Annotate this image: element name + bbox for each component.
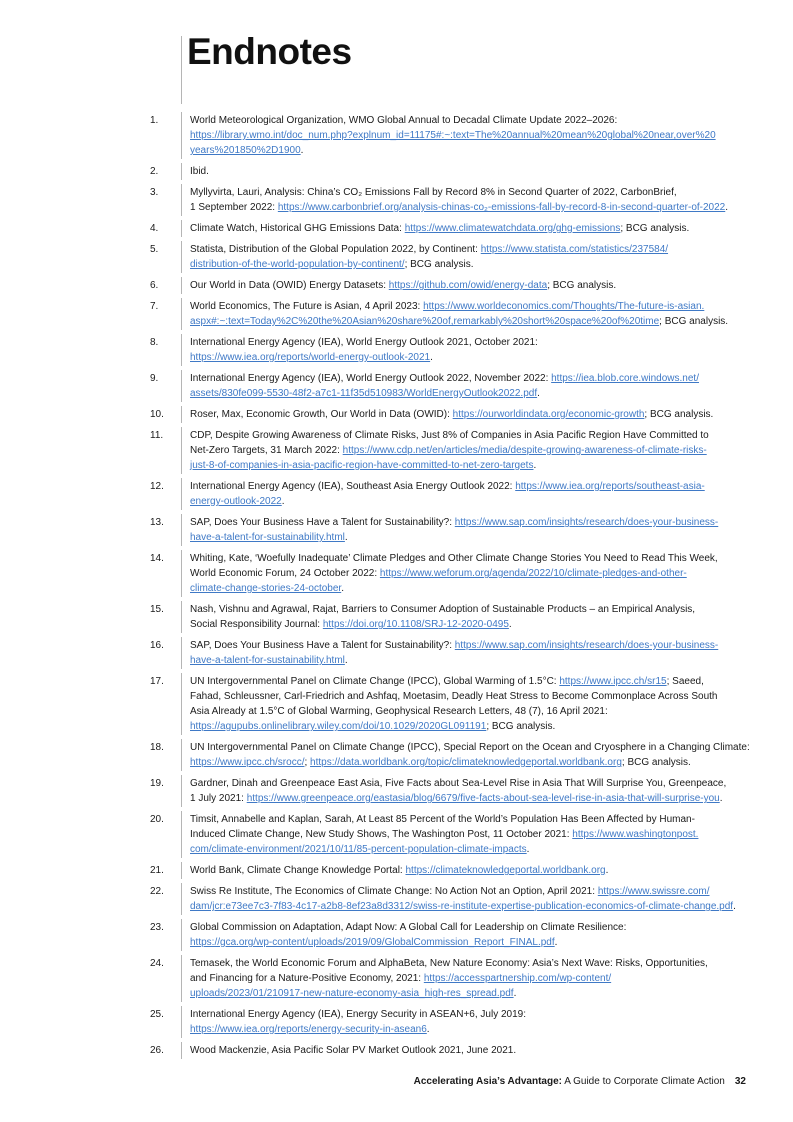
endnote-text-segment: ; Saeed, Fahad, Schleussner, Carl-Friedrich and Ashfaq, Moetasim, Deadly Heat Stress to Become Commonplace Across South Asia Already at 1.5°C of Global Warming, Geophysical Research Letters, 48 (7), 16 April 2021: — [190, 676, 718, 717]
endnote-number: 22. — [150, 886, 164, 897]
endnote-item — [150, 220, 760, 237]
endnote-number: 6. — [150, 280, 159, 291]
endnotes-list — [150, 112, 760, 1063]
endnote-text — [182, 601, 695, 633]
endnote-text — [182, 775, 726, 807]
endnote-text — [182, 1006, 526, 1038]
endnote-link[interactable]: https://www.carbonbrief.org/analysis-chinas-co₂-emissions-fall-by-record-8-in-second-quarter-of-2022 — [277, 202, 726, 213]
endnote-text-segment: . — [344, 655, 348, 666]
endnote-text-segment: Statista, Distribution of the Global Population 2022, by Continent: — [190, 244, 481, 255]
endnote-link[interactable]: https://climateknowledgeportal.worldbank.org — [405, 865, 606, 876]
endnote-text — [182, 673, 717, 735]
endnote-text-segment: . — [719, 793, 723, 804]
endnote-number: 15. — [150, 604, 164, 615]
endnote-link[interactable]: https://library.wmo.int/doc_num.php?explnum_id=11175#:~:text=The%20annual%20mean%20global%20near,over%20 years%201850%2D1900 — [190, 130, 716, 156]
endnote-text — [182, 163, 209, 180]
endnote-text — [182, 883, 736, 915]
endnote-item — [150, 184, 760, 216]
endnote-text — [182, 334, 538, 366]
endnote-number: 2. — [150, 166, 159, 177]
endnote-link[interactable]: https://www.ipcc.ch/srocc/ — [190, 757, 305, 768]
endnote-number: 26. — [150, 1045, 164, 1056]
endnote-number: 18. — [150, 742, 164, 753]
endnote-item — [150, 277, 760, 294]
endnote-text-segment: SAP, Does Your Business Have a Talent for Sustainability?: — [190, 640, 455, 651]
endnote-text-segment: . — [300, 145, 304, 156]
endnote-item — [150, 862, 760, 879]
endnote-item — [150, 406, 760, 423]
endnote-link[interactable]: https://www.climatewatchdata.org/ghg-emissions — [404, 223, 621, 234]
endnote-text — [182, 298, 728, 330]
endnote-text-segment: . — [430, 352, 433, 363]
endnote-item — [150, 334, 760, 366]
endnote-item — [150, 1042, 760, 1059]
endnote-number: 3. — [150, 187, 159, 198]
endnote-text-segment: Whiting, Kate, ‘Woefully Inadequate’ Climate Pledges and Other Climate Change Stories You Need to Read This Week, World Economic Forum, 24 October 2022: — [190, 553, 718, 579]
endnote-item — [150, 673, 760, 735]
endnote-link[interactable]: https://accesspartnership.com/wp-content/ uploads/2023/01/210917-new-nature-economy-asia_high-res_spread.pdf — [190, 973, 612, 999]
endnote-text-segment: Our World in Data (OWID) Energy Datasets: — [190, 280, 389, 291]
footer-report-title: Accelerating Asia’s Advantage: — [413, 1076, 562, 1087]
endnote-text-segment: Timsit, Annabelle and Kaplan, Sarah, At Least 85 Percent of the World’s Population Has Been Affected by Human- Induced Climate Change, New Study Shows, The Washington Post, 11 October 2021: — [190, 814, 695, 840]
endnote-text — [182, 184, 728, 216]
endnote-number: 17. — [150, 676, 164, 687]
endnote-text-segment: CDP, Despite Growing Awareness of Climate Risks, Just 8% of Companies in Asia Pacific Region Have Committed to Net-Zero Targets, 31 March 2022: — [190, 430, 709, 456]
endnote-text — [182, 862, 608, 879]
endnote-text — [182, 277, 616, 294]
endnote-text-segment: . — [508, 619, 512, 630]
endnote-text-segment: Temasek, the World Economic Forum and AlphaBeta, New Nature Economy: Asia’s Next Wave: Risks, Opportunities, and Financing for a Nature-Positive Economy, 2021: — [190, 958, 708, 984]
endnote-text-segment: . — [526, 844, 530, 855]
endnote-number: 12. — [150, 481, 164, 492]
endnote-text — [182, 427, 709, 474]
endnote-text-segment: . — [605, 865, 609, 876]
endnote-text-segment: Roser, Max, Economic Growth, Our World in Data (OWID): — [190, 409, 453, 420]
endnote-text-segment: Climate Watch, Historical GHG Emissions Data: — [190, 223, 405, 234]
endnote-text — [182, 241, 668, 273]
endnote-link[interactable]: https://www.iea.org/reports/energy-security-in-asean6 — [190, 1024, 427, 1035]
endnote-link[interactable]: https://www.iea.org/reports/world-energy-outlook-2021 — [190, 352, 431, 363]
endnote-text — [182, 478, 705, 510]
endnote-item — [150, 811, 760, 858]
endnote-item — [150, 601, 760, 633]
endnote-text-segment: . — [426, 1024, 430, 1035]
endnote-number: 4. — [150, 223, 159, 234]
endnote-text — [182, 637, 718, 669]
endnote-link[interactable]: https://www.worldeconomics.com/Thoughts/The-future-is-asian. aspx#:~:text=Today%2C%20the%20Asian%20share%20of,remarkably%20short%20space%20of%20time — [190, 301, 705, 327]
endnote-item — [150, 241, 760, 273]
endnote-number: 9. — [150, 373, 159, 384]
endnote-item — [150, 1006, 760, 1038]
endnote-text-segment: Myllyvirta, Lauri, Analysis: China’s CO₂ Emissions Fall by Record 8% in Second Quarter of 2022, CarbonBrief, 1 September 2022: — [190, 187, 677, 213]
endnote-link[interactable]: https://www.ipcc.ch/sr15 — [559, 676, 667, 687]
endnote-item — [150, 550, 760, 597]
endnote-link[interactable]: https://www.swissre.com/ dam/jcr:e73ee7c3-7f83-4c17-a2b8-8ef23a8d3312/swiss-re-institute-expertise-publication-economics-of-climate-change.pdf — [190, 886, 734, 912]
endnote-link[interactable]: https://www.statista.com/statistics/237584/ distribution-of-the-world-population-by-continent/ — [190, 244, 669, 270]
endnote-text-segment: International Energy Agency (IEA), World Energy Outlook 2021, October 2021: — [190, 337, 538, 348]
endnote-link[interactable]: https://www.cdp.net/en/articles/media/despite-growing-awareness-of-climate-risks- just-8-of-companies-in-asia-pacific-region-have-committed-to-net-zero-targets — [190, 445, 707, 471]
endnote-text-segment: UN Intergovernmental Panel on Climate Change (IPCC), Special Report on the Ocean and Cryosphere in a Changing Climate: — [190, 742, 750, 753]
page-number: 32 — [734, 1076, 746, 1087]
endnote-item — [150, 637, 760, 669]
endnote-link[interactable]: https://www.greenpeace.org/eastasia/blog/6679/five-facts-about-sea-level-rise-in-asia-that-will-surprise-you — [246, 793, 720, 804]
endnote-text-segment: . — [725, 202, 729, 213]
endnote-number: 16. — [150, 640, 164, 651]
endnote-number: 23. — [150, 922, 164, 933]
page-footer — [0, 1076, 746, 1087]
endnote-link[interactable]: https://agupubs.onlinelibrary.wiley.com/doi/10.1029/2020GL091191 — [190, 721, 487, 732]
endnote-text — [182, 112, 716, 159]
endnote-item — [150, 514, 760, 546]
page-title: Endnotes — [187, 31, 352, 72]
endnote-text-segment: . — [733, 901, 736, 912]
endnote-link[interactable]: https://www.sap.com/insights/research/does-your-business- have-a-talent-for-sustainability.html — [190, 517, 719, 543]
endnote-text — [182, 406, 713, 423]
endnote-text-segment: ; BCG analysis. — [621, 757, 691, 768]
endnote-text-segment: ; BCG analysis. — [620, 223, 690, 234]
endnote-number: 21. — [150, 865, 164, 876]
endnote-number: 25. — [150, 1009, 164, 1020]
footer-report-subtitle: A Guide to Corporate Climate Action — [562, 1076, 725, 1087]
endnote-text-segment: ; — [304, 757, 311, 768]
endnote-text-segment: . — [554, 937, 558, 948]
endnote-number: 8. — [150, 337, 159, 348]
endnote-text — [182, 550, 718, 597]
endnote-text — [182, 739, 750, 771]
endnote-text-segment: ; BCG analysis. — [659, 316, 729, 327]
endnote-item — [150, 163, 760, 180]
endnote-number: 13. — [150, 517, 164, 528]
endnote-link[interactable]: https://data.worldbank.org/topic/climateknowledgeportal.worldbank.org — [310, 757, 622, 768]
endnote-text — [182, 1042, 516, 1059]
endnote-number: 5. — [150, 244, 159, 255]
endnote-text-segment: Ibid. — [190, 166, 209, 177]
endnote-text-segment: . — [513, 988, 517, 999]
endnote-link[interactable]: https://doi.org/10.1108/SRJ-12-2020-0495 — [322, 619, 509, 630]
endnote-link[interactable]: https://www.iea.org/reports/southeast-asia- energy-outlook-2022 — [190, 481, 705, 507]
endnote-text-segment: ; BCG analysis. — [644, 409, 714, 420]
endnote-link[interactable]: https://ourworldindata.org/economic-growth — [452, 409, 645, 420]
endnote-link[interactable]: https://www.washingtonpost. com/climate-environment/2021/10/11/85-percent-population-climate-impacts — [190, 829, 699, 855]
endnote-item — [150, 739, 760, 771]
endnote-text — [182, 811, 698, 858]
endnote-item — [150, 478, 760, 510]
endnote-text-segment: Swiss Re Institute, The Economics of Climate Change: No Action Not an Option, April 2021: — [190, 886, 598, 897]
endnote-item — [150, 919, 760, 951]
endnote-text-segment: International Energy Agency (IEA), Southeast Asia Energy Outlook 2022: — [190, 481, 516, 492]
endnote-item — [150, 370, 760, 402]
endnote-text — [182, 919, 626, 951]
endnote-number: 10. — [150, 409, 164, 420]
endnote-link[interactable]: https://www.weforum.org/agenda/2022/10/climate-pledges-and-other- climate-change-stories-24-october — [190, 568, 687, 594]
endnote-text-segment: . — [341, 583, 344, 594]
endnote-text-segment: UN Intergovernmental Panel on Climate Change (IPCC), Global Warming of 1.5°C: — [190, 676, 560, 687]
endnote-text-segment: World Meteorological Organization, WMO Global Annual to Decadal Climate Update 2022–2026: — [190, 115, 618, 126]
endnote-item — [150, 775, 760, 807]
endnote-text-segment: Global Commission on Adaptation, Adapt Now: A Global Call for Leadership on Climate Resilience: — [190, 922, 627, 933]
endnote-item — [150, 955, 760, 1002]
endnote-text-segment: . — [537, 388, 540, 399]
endnote-link[interactable]: https://github.com/owid/energy-data — [388, 280, 548, 291]
endnote-text-segment: . — [533, 460, 537, 471]
endnote-number: 11. — [150, 430, 164, 441]
title-rule — [181, 36, 182, 104]
endnote-number: 20. — [150, 814, 164, 825]
endnote-text-segment: ; BCG analysis. — [486, 721, 556, 732]
endnote-link[interactable]: https://iea.blob.core.windows.net/ assets/830fe099-5530-48f2-a7c1-11f35d510983/WorldEnergyOutlook2022.pdf — [190, 373, 699, 399]
endnote-number: 24. — [150, 958, 164, 969]
endnote-text-segment: Wood Mackenzie, Asia Pacific Solar PV Market Outlook 2021, June 2021. — [190, 1045, 517, 1056]
endnote-text — [182, 370, 699, 402]
endnote-text-segment: International Energy Agency (IEA), Energy Security in ASEAN+6, July 2019: — [190, 1009, 527, 1020]
endnote-text-segment: . — [344, 532, 348, 543]
endnote-item — [150, 298, 760, 330]
endnote-text-segment: World Economics, The Future is Asian, 4 April 2023: — [190, 301, 424, 312]
endnote-text-segment: World Bank, Climate Change Knowledge Portal: — [190, 865, 406, 876]
endnote-item — [150, 883, 760, 915]
endnote-link[interactable]: https://gca.org/wp-content/uploads/2019/09/GlobalCommission_Report_FINAL.pdf — [190, 937, 555, 948]
endnote-text — [182, 955, 708, 1002]
endnote-item — [150, 112, 760, 159]
endnote-text-segment: ; BCG analysis. — [404, 259, 474, 270]
endnote-text — [182, 514, 718, 546]
endnote-text-segment: . — [281, 496, 285, 507]
endnote-text-segment: ; BCG analysis. — [547, 280, 617, 291]
endnote-number: 1. — [150, 115, 159, 126]
endnote-number: 7. — [150, 301, 159, 312]
endnote-link[interactable]: https://www.sap.com/insights/research/does-your-business- have-a-talent-for-sustainability.html — [190, 640, 719, 666]
endnote-text-segment: Gardner, Dinah and Greenpeace East Asia, Five Facts about Sea-Level Rise in Asia That Will Surprise You, Greenpeace, 1 July 2021: — [190, 778, 727, 804]
endnote-item — [150, 427, 760, 474]
endnote-number: 14. — [150, 553, 164, 564]
endnote-text-segment: Nash, Vishnu and Agrawal, Rajat, Barriers to Consumer Adoption of Sustainable Products – an Empirical Analysis, Social Responsibility Journal: — [190, 604, 696, 630]
endnote-text-segment: SAP, Does Your Business Have a Talent for Sustainability?: — [190, 517, 455, 528]
endnote-number: 19. — [150, 778, 164, 789]
endnote-text — [182, 220, 689, 237]
endnote-text-segment: International Energy Agency (IEA), World Energy Outlook 2022, November 2022: — [190, 373, 552, 384]
